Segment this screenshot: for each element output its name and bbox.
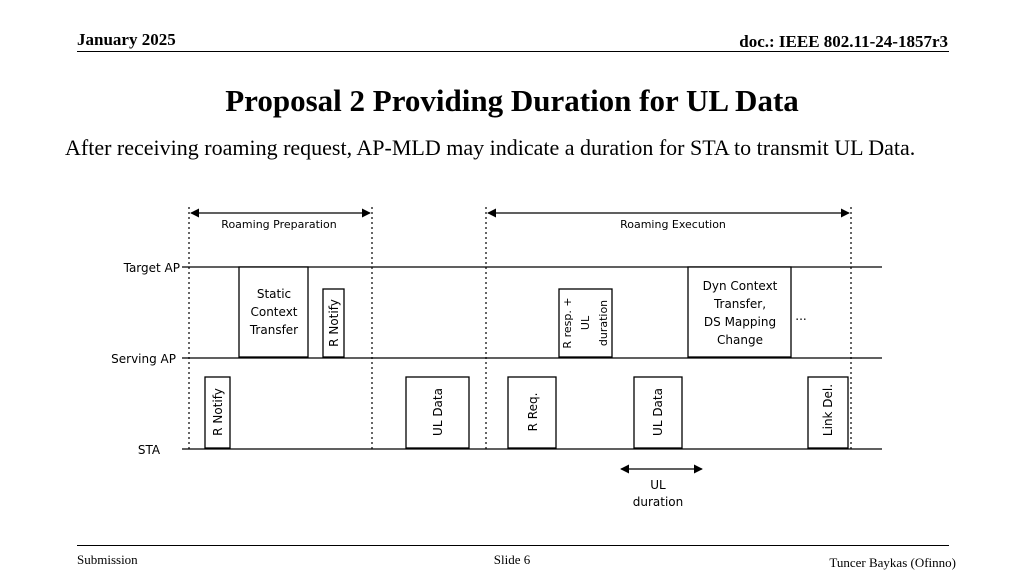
static-context-line: Static bbox=[256, 287, 292, 301]
roaming-execution-label: Roaming Execution bbox=[620, 218, 726, 231]
dyn-context-line: Transfer, bbox=[713, 297, 767, 311]
serving-ap-label: Serving AP bbox=[111, 352, 176, 366]
r-resp-line: R resp. + bbox=[561, 297, 574, 349]
target-ap-label: Target AP bbox=[123, 261, 180, 275]
r-notify-sta-label: R Notify bbox=[211, 388, 225, 436]
footer-divider bbox=[77, 545, 949, 546]
r-notify-ap-label: R Notify bbox=[327, 299, 341, 347]
dyn-context-line: Change bbox=[717, 333, 763, 347]
link-del-label: Link Del. bbox=[821, 383, 835, 437]
r-req-label: R Req. bbox=[526, 392, 540, 432]
ul-data-label-2: UL Data bbox=[651, 388, 665, 436]
footer-author: Tuncer Baykas (Ofinno) bbox=[829, 555, 956, 570]
ul-data-label-1: UL Data bbox=[431, 388, 445, 436]
slide-body-text: After receiving roaming request, AP-MLD may indicate a duration for STA to transmit UL Data. bbox=[65, 135, 916, 160]
dyn-context-line: Dyn Context bbox=[702, 279, 778, 293]
header-doc-id: doc.: IEEE 802.11-24-1857r3 bbox=[739, 32, 948, 51]
footer-slide-number: Slide 6 bbox=[493, 552, 531, 567]
ul-duration-line: duration bbox=[632, 495, 684, 509]
slide-title: Proposal 2 Providing Duration for UL Data bbox=[225, 83, 799, 118]
header-date: January 2025 bbox=[77, 30, 176, 49]
footer-submission: Submission bbox=[77, 552, 138, 567]
r-resp-line: UL bbox=[579, 315, 592, 331]
ul-duration-line: UL bbox=[650, 478, 666, 492]
roaming-preparation-label: Roaming Preparation bbox=[221, 218, 337, 231]
ellipsis-label: ... bbox=[795, 309, 807, 323]
sta-label: STA bbox=[137, 443, 161, 457]
static-context-line: Context bbox=[250, 305, 298, 319]
dyn-context-line: DS Mapping bbox=[703, 315, 777, 329]
static-context-line: Transfer bbox=[249, 323, 299, 337]
r-resp-line: duration bbox=[597, 299, 610, 347]
